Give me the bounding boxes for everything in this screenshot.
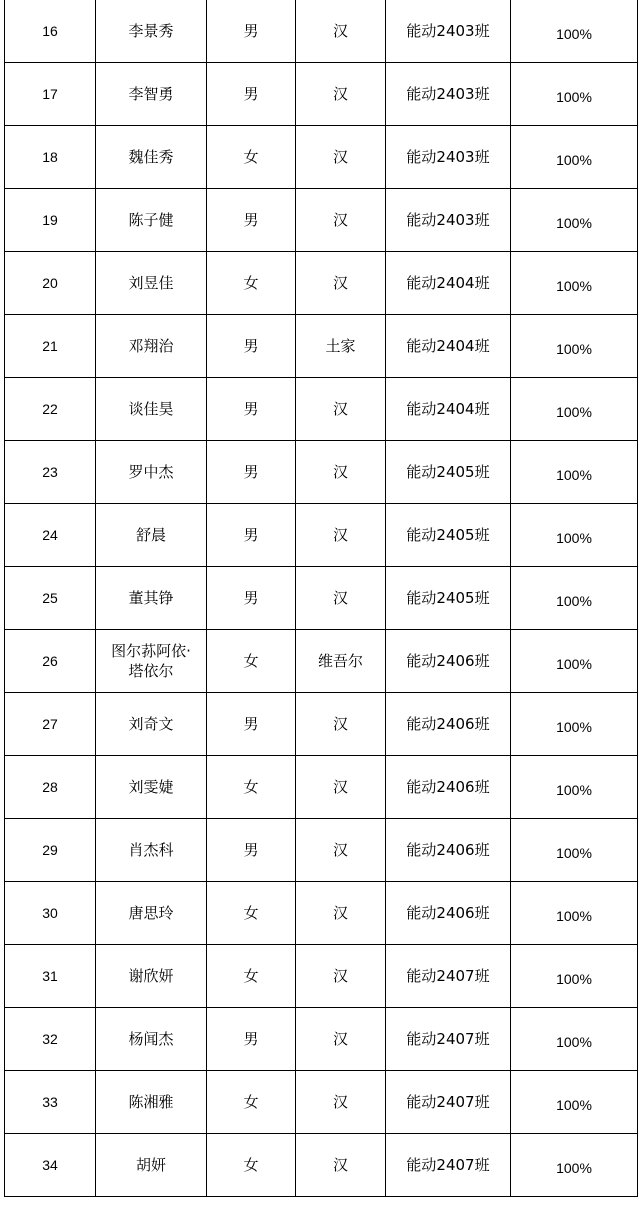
- student-name: 董其铮: [96, 567, 207, 630]
- table-row: [5, 567, 638, 630]
- student-class: 能动2403班: [386, 189, 511, 252]
- student-rate: 100%: [511, 1134, 638, 1197]
- student-ethnicity: 汉: [296, 882, 386, 945]
- student-gender: 女: [207, 945, 296, 1008]
- table-row: [5, 189, 638, 252]
- student-rate: 100%: [511, 819, 638, 882]
- student-ethnicity: 汉: [296, 189, 386, 252]
- table-row: [5, 756, 638, 819]
- row-number: 32: [5, 1008, 96, 1071]
- row-number: 24: [5, 504, 96, 567]
- table-row: [5, 504, 638, 567]
- row-number: 30: [5, 882, 96, 945]
- student-gender: 女: [207, 126, 296, 189]
- student-class: 能动2406班: [386, 819, 511, 882]
- student-ethnicity: 汉: [296, 504, 386, 567]
- student-name: 魏佳秀: [96, 126, 207, 189]
- student-gender: 男: [207, 378, 296, 441]
- student-gender: 女: [207, 252, 296, 315]
- student-rate: 100%: [511, 945, 638, 1008]
- student-class: 能动2404班: [386, 378, 511, 441]
- row-number: 22: [5, 378, 96, 441]
- student-rate: 100%: [511, 882, 638, 945]
- student-gender: 女: [207, 882, 296, 945]
- student-ethnicity: 土家: [296, 315, 386, 378]
- row-number: 21: [5, 315, 96, 378]
- student-class: 能动2404班: [386, 315, 511, 378]
- row-number: 33: [5, 1071, 96, 1134]
- student-gender: 男: [207, 819, 296, 882]
- student-class: 能动2403班: [386, 126, 511, 189]
- student-table-body: [5, 0, 638, 1197]
- student-class: 能动2405班: [386, 567, 511, 630]
- student-gender: 男: [207, 189, 296, 252]
- student-name: 李智勇: [96, 63, 207, 126]
- student-name: 唐思玲: [96, 882, 207, 945]
- table-row: [5, 441, 638, 504]
- student-rate: 100%: [511, 126, 638, 189]
- table-row: [5, 630, 638, 693]
- student-gender: 男: [207, 567, 296, 630]
- row-number: 26: [5, 630, 96, 693]
- table-row: [5, 945, 638, 1008]
- student-name: 陈湘雅: [96, 1071, 207, 1134]
- student-name: 胡妍: [96, 1134, 207, 1197]
- student-class: 能动2406班: [386, 693, 511, 756]
- table-row: [5, 819, 638, 882]
- student-rate: 100%: [511, 189, 638, 252]
- student-table: [4, 0, 638, 1197]
- student-gender: 女: [207, 1071, 296, 1134]
- student-rate: 100%: [511, 1008, 638, 1071]
- row-number: 27: [5, 693, 96, 756]
- student-ethnicity: 汉: [296, 567, 386, 630]
- student-gender: 女: [207, 1134, 296, 1197]
- row-number: 18: [5, 126, 96, 189]
- student-class: 能动2404班: [386, 252, 511, 315]
- student-ethnicity: 汉: [296, 441, 386, 504]
- student-ethnicity: 汉: [296, 0, 386, 63]
- row-number: 17: [5, 63, 96, 126]
- table-row: [5, 252, 638, 315]
- table-row: [5, 1008, 638, 1071]
- student-name: 谢欣妍: [96, 945, 207, 1008]
- student-name: 刘昱佳: [96, 252, 207, 315]
- student-ethnicity: 汉: [296, 1134, 386, 1197]
- table-row: [5, 378, 638, 441]
- student-rate: 100%: [511, 315, 638, 378]
- student-rate: 100%: [511, 0, 638, 63]
- student-gender: 男: [207, 504, 296, 567]
- student-name: 刘雯婕: [96, 756, 207, 819]
- student-class: 能动2407班: [386, 1008, 511, 1071]
- student-gender: 男: [207, 63, 296, 126]
- student-class: 能动2407班: [386, 1071, 511, 1134]
- student-rate: 100%: [511, 63, 638, 126]
- student-ethnicity: 汉: [296, 819, 386, 882]
- table-row: [5, 1134, 638, 1197]
- student-gender: 男: [207, 315, 296, 378]
- row-number: 34: [5, 1134, 96, 1197]
- student-ethnicity: 汉: [296, 252, 386, 315]
- student-ethnicity: 汉: [296, 945, 386, 1008]
- student-name: 舒晨: [96, 504, 207, 567]
- student-name: 李景秀: [96, 0, 207, 63]
- student-ethnicity: 汉: [296, 1071, 386, 1134]
- student-ethnicity: 汉: [296, 693, 386, 756]
- row-number: 25: [5, 567, 96, 630]
- table-row: [5, 693, 638, 756]
- student-gender: 男: [207, 0, 296, 63]
- student-ethnicity: 汉: [296, 1008, 386, 1071]
- student-rate: 100%: [511, 441, 638, 504]
- student-name: 图尔荪阿依·塔依尔: [96, 630, 207, 693]
- student-rate: 100%: [511, 693, 638, 756]
- student-rate: 100%: [511, 1071, 638, 1134]
- student-class: 能动2403班: [386, 0, 511, 63]
- student-rate: 100%: [511, 567, 638, 630]
- student-class: 能动2406班: [386, 882, 511, 945]
- student-ethnicity: 汉: [296, 756, 386, 819]
- table-row: [5, 0, 638, 63]
- student-class: 能动2403班: [386, 63, 511, 126]
- row-number: 29: [5, 819, 96, 882]
- student-class: 能动2407班: [386, 1134, 511, 1197]
- student-name: 刘奇文: [96, 693, 207, 756]
- student-gender: 男: [207, 693, 296, 756]
- student-name: 肖杰科: [96, 819, 207, 882]
- student-name: 谈佳昊: [96, 378, 207, 441]
- student-class: 能动2406班: [386, 630, 511, 693]
- student-name: 陈子健: [96, 189, 207, 252]
- student-ethnicity: 汉: [296, 63, 386, 126]
- student-rate: 100%: [511, 756, 638, 819]
- student-name: 杨闻杰: [96, 1008, 207, 1071]
- table-row: [5, 1071, 638, 1134]
- table-row: [5, 882, 638, 945]
- table-row: [5, 63, 638, 126]
- student-gender: 女: [207, 630, 296, 693]
- student-ethnicity: 汉: [296, 126, 386, 189]
- student-class: 能动2407班: [386, 945, 511, 1008]
- student-name: 罗中杰: [96, 441, 207, 504]
- student-gender: 女: [207, 756, 296, 819]
- student-rate: 100%: [511, 252, 638, 315]
- student-gender: 男: [207, 1008, 296, 1071]
- student-name: 邓翔治: [96, 315, 207, 378]
- student-rate: 100%: [511, 378, 638, 441]
- student-class: 能动2406班: [386, 756, 511, 819]
- student-gender: 男: [207, 441, 296, 504]
- student-class: 能动2405班: [386, 441, 511, 504]
- row-number: 28: [5, 756, 96, 819]
- row-number: 20: [5, 252, 96, 315]
- row-number: 23: [5, 441, 96, 504]
- student-class: 能动2405班: [386, 504, 511, 567]
- table-row: [5, 315, 638, 378]
- table-row: [5, 126, 638, 189]
- student-ethnicity: 维吾尔: [296, 630, 386, 693]
- row-number: 19: [5, 189, 96, 252]
- student-ethnicity: 汉: [296, 378, 386, 441]
- student-table-container: [4, 0, 637, 1197]
- student-rate: 100%: [511, 630, 638, 693]
- row-number: 31: [5, 945, 96, 1008]
- student-rate: 100%: [511, 504, 638, 567]
- row-number: 16: [5, 0, 96, 63]
